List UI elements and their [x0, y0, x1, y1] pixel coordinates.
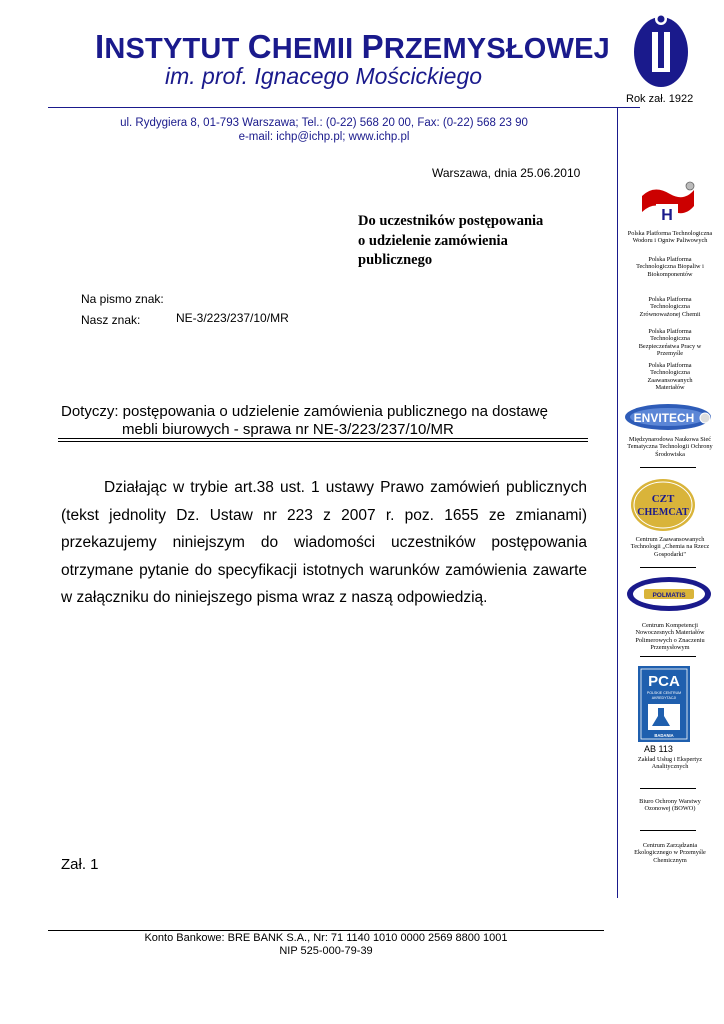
- founded-year: Rok zał. 1922: [626, 93, 694, 105]
- sidebar-separator: [640, 656, 696, 657]
- pca-sub3: BADANIA: [654, 733, 674, 738]
- czt-logo-line2: CHEMCAT: [637, 507, 689, 518]
- your-ref-label: Na pismo znak:: [81, 292, 164, 306]
- envitech-logo-text: ENVITECH: [633, 411, 695, 425]
- header-rule: [48, 107, 640, 108]
- subject-underline-2: [58, 441, 588, 442]
- envitech-caption: Międzynarodowa Naukowa Sieć Tematyczna Technologii Ochrony Środowiska: [627, 436, 713, 458]
- pca-sub1: POLSKIE CENTRUM: [646, 691, 682, 695]
- letter-body: Działając w trybie art.38 ust. 1 ustawy Prawo zamówień publicznych (tekst jednolity Dz. Ustaw nr 223 z 2007 r. poz. 1655 ze zmianami) przekazujemy niniejszym do wiadomości uczestników postępowania otrzymane pytanie do specyfikacji istotnych warunków zamówienia zawarte w załączniku do niniejszego pisma wraz z naszą odpowiedzią.: [61, 479, 587, 606]
- subject-underline: [58, 438, 588, 439]
- platform-chemistry-caption: Polska Platforma Technologiczna Zrównoważonej Chemii: [639, 296, 701, 318]
- platform-hydrogen-caption: Polska Platforma Technologiczna Wodoru i Ogniw Paliwowych: [627, 230, 713, 245]
- sidebar-separator: [640, 830, 696, 831]
- institute-name: INSTYTUT CHEMII PRZEMYSŁOWEJ: [95, 28, 611, 65]
- czt-chemcat-logo: [630, 478, 696, 532]
- pca-logo-text: PCA: [648, 673, 680, 690]
- letter-date: Warszawa, dnia 25.06.2010: [432, 166, 581, 180]
- subject: Dotyczy: postępowania o udzielenie zamówienia publicznego na dostawę mebli biurowych - sprawa nr NE-3/223/237/10/MR: [61, 403, 548, 438]
- platform-biofuels-caption: Polska Platforma Technologiczna Biopaliw i Biokomponentów: [636, 256, 704, 278]
- eco-center-caption: Centrum Zarządzania Ekologicznego w Przemyśle Chemicznym: [634, 842, 706, 864]
- pca-number: AB 113: [644, 744, 673, 754]
- our-ref-value: NE-3/223/237/10/MR: [176, 311, 289, 325]
- h-logo-letter: H: [661, 207, 673, 224]
- footer-rule: [48, 930, 604, 931]
- institute-subtitle: im. prof. Ignacego Mościckiego: [165, 63, 483, 89]
- attachment-label: Zał. 1: [61, 856, 99, 873]
- our-ref-label: Nasz znak:: [81, 313, 141, 327]
- polmatis-logo-text: POLMATIS: [652, 592, 686, 599]
- hydrogen-platform-logo: [640, 180, 700, 224]
- addressee: Do uczestników postępowania o udzielenie zamówienia publicznego: [358, 213, 544, 268]
- tax-id: NIP 525-000-79-39: [279, 945, 373, 957]
- sidebar-separator: [640, 567, 696, 568]
- contact-line: e-mail: ichp@ichp.pl; www.ichp.pl: [238, 131, 410, 143]
- bowo-caption: Biuro Ochrony Warstwy Ozonowej (BOWO): [639, 798, 701, 813]
- platform-materials-caption: Polska Platforma Technologiczna Zaawansowanych Materiałów: [647, 362, 693, 391]
- platform-safety-caption: Polska Platforma Technologiczna Bezpieczeństwa Pracy w Przemyśle: [638, 328, 702, 357]
- ichp-logo: [632, 8, 690, 88]
- sidebar-rule: [617, 108, 618, 898]
- polmatis-caption: Centrum Kompetencji Nowoczesnych Materiałów Polimerowych o Znaczeniu Przemysłowym: [635, 622, 705, 651]
- pca-sub2: AKREDYTACJI: [651, 696, 677, 700]
- polmatis-logo: [626, 576, 712, 612]
- sidebar-separator: [640, 788, 696, 789]
- address-line: ul. Rydygiera 8, 01-793 Warszawa; Tel.: (0-22) 568 20 00, Fax: (0-22) 568 23 90: [120, 117, 528, 129]
- lab-caption: Zakład Usług i Ekspertyz Analitycznych: [637, 756, 703, 771]
- bank-account: Konto Bankowe: BRE BANK S.A., Nr: 71 1140 1010 0000 2569 8800 1001: [144, 932, 508, 944]
- czt-caption: Centrum Zaawansowanych Technologii „Chemia na Rzecz Gospodarki": [630, 536, 710, 558]
- czt-logo-line1: CZT: [651, 493, 675, 505]
- sidebar-separator: [640, 467, 696, 468]
- envitech-logo: [624, 402, 714, 432]
- pca-accreditation-logo: [638, 666, 690, 742]
